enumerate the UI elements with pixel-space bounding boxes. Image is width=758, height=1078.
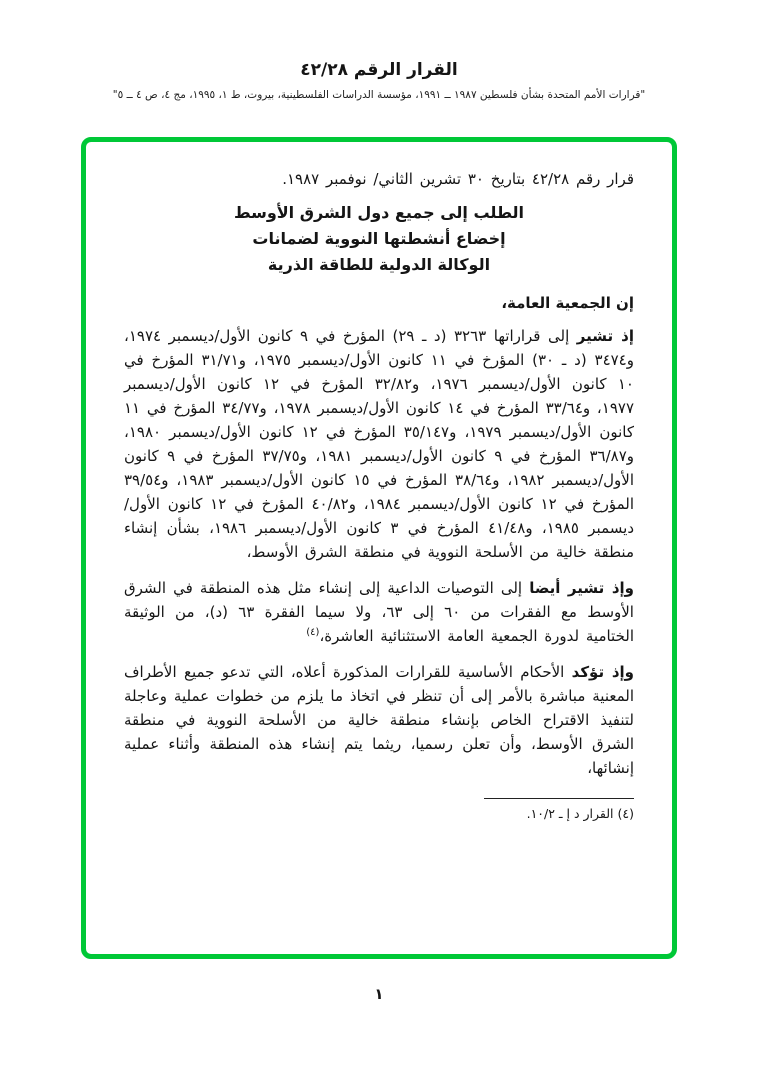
subject-line-2: إخضاع أنشطتها النووية لضمانات [252, 229, 506, 248]
footnote-divider [484, 798, 634, 799]
paragraph-lead: إذ تشير [576, 327, 634, 345]
preamble-paragraph-recalling-also [124, 576, 634, 648]
page-number: ١ [374, 985, 384, 1003]
preamble-paragraph-emphasizing [124, 660, 634, 780]
paragraph-lead: وإذ تشير أيضا [529, 579, 634, 597]
resolution-subject [124, 200, 634, 278]
footnote-ref: (٤) [306, 627, 320, 638]
page-header [0, 0, 758, 101]
resolution-date-line: قرار رقم ٤٢/٢٨ بتاريخ ٣٠ تشرين الثاني/ نوفمبر ١٩٨٧. [282, 170, 634, 188]
footnote-block [124, 798, 634, 821]
subject-line-3: الوكالة الدولية للطاقة الذرية [267, 255, 491, 274]
paragraph-text: الأحكام الأساسية للقرارات المذكورة أعلاه، التي تدعو جميع الأطراف المعنية مباشرة بالأمر إلى أن تنظر في اتخاذ ما يلزم من خطوات عملية وعاجلة لتنفيذ الاقتراح الخاص بإنشاء منطقة خالية من الأسلحة النووية في منطقة الشرق الأوسط، وأن تعلن رسميا، ريثما يتم إنشاء هذه المنطقة وأثناء عملية إنشائها، [124, 663, 634, 777]
subject-line-1: الطلب إلى جميع دول الشرق الأوسط [233, 203, 525, 222]
paragraph-text: إلى التوصيات الداعية إلى إنشاء مثل هذه المنطقة في الشرق الأوسط مع الفقرات من ٦٠ إلى ٦٣، ولا سيما الفقرة ٦٣ (د)، من الوثيقة الختامية لدورة الجمعية العامة الاستثنائية العاشرة، [124, 579, 634, 645]
preamble-opening: إن الجمعية العامة، [501, 294, 634, 312]
footnote-text: (٤) القرار د إ ـ ١٠/٢. [526, 806, 634, 821]
source-citation: "قرارات الأمم المتحدة بشأن فلسطين ١٩٨٧ ــ ١٩٩١، مؤسسة الدراسات الفلسطينية، بيروت، ط ١، ١٩٩٥، مج ٤، ص ٤ ــ ٥" [112, 89, 646, 101]
preamble-paragraph-recalling [124, 324, 634, 564]
paragraph-text: إلى قراراتها ٣٢٦٣ (د ـ ٢٩) المؤرخ في ٩ كانون الأول/ديسمبر ١٩٧٤، و٣٤٧٤ (د ـ ٣٠) المؤرخ في ١١ كانون الأول/ديسمبر ١٩٧٥، و٣١/٧١ المؤرخ في ١٠ كانون الأول/ديسمبر ١٩٧٦، و٣٢/٨٢ المؤرخ في ١٢ كانون الأول/ديسمبر ١٩٧٧، و٣٣/٦٤ المؤرخ في ١٤ كانون الأول/ديسمبر ١٩٧٨، و٣٤/٧٧ المؤرخ في ١١ كانون الأول/ديسمبر ١٩٧٩، و٣٥/١٤٧ المؤرخ في ١٢ كانون الأول/ديسمبر ١٩٨٠، و٣٦/٨٧ المؤرخ في ٩ كانون الأول/ديسمبر ١٩٨١، و٣٧/٧٥ المؤرخ في ٩ كانون الأول/ديسمبر ١٩٨٢، و٣٨/٦٤ المؤرخ في ١٥ كانون الأول/ديسمبر ١٩٨٣، و٣٩/٥٤ المؤرخ في ١٢ كانون الأول/ديسمبر ١٩٨٤، و٤٠/٨٢ المؤرخ في ١٢ كانون الأول/ديسمبر ١٩٨٥، و٤١/٤٨ المؤرخ في ٣ كانون الأول/ديسمبر ١٩٨٦، بشأن إنشاء منطقة خالية من الأسلحة النووية في منطقة الشرق الأوسط، [124, 327, 635, 561]
document-frame [81, 137, 677, 959]
paragraph-lead: وإذ تؤكد [571, 663, 635, 681]
resolution-title: القرار الرقم ٤٢/٢٨ [300, 60, 458, 80]
